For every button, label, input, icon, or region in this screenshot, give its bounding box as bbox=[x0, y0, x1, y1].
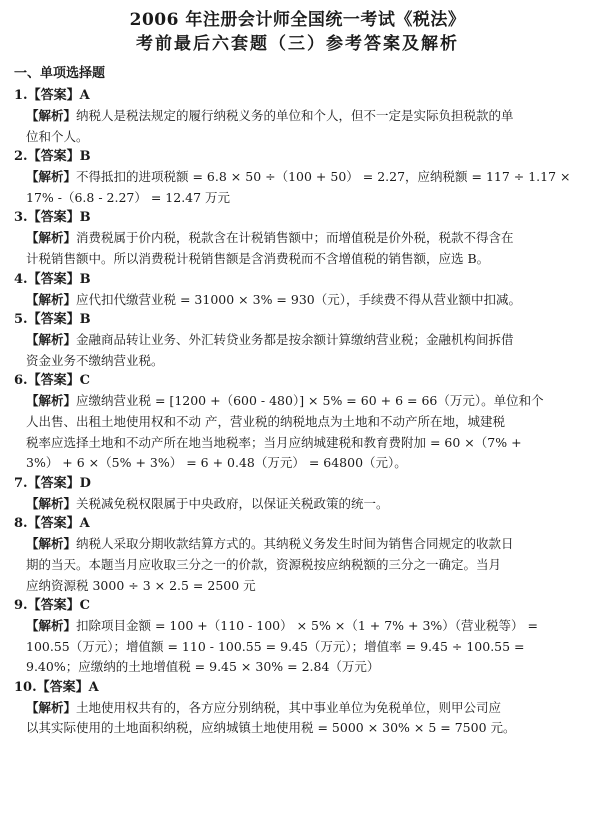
analysis-text: 应缴纳营业税 = [1200 +（600 - 480）] × 5% = 60 + 6 = 66（万元）。单位和个 bbox=[76, 393, 544, 409]
analysis-block bbox=[14, 698, 581, 739]
analysis-label: 【解析】 bbox=[26, 618, 77, 634]
analysis-text: 不得抵扣的进项税额 = 6.8 × 50 ÷（100 + 50） = 2.27，应纳税额 = 117 ÷ 1.17 × bbox=[76, 169, 571, 185]
analysis-line bbox=[26, 534, 581, 555]
analysis-line bbox=[26, 127, 581, 148]
analysis-text: 关税减免税权限属于中央政府，以保证关税政策的统一。 bbox=[76, 495, 389, 511]
document-title: 2006 年注册会计师全国统一考试《税法》 bbox=[129, 10, 466, 30]
analysis-line bbox=[26, 494, 581, 515]
question-item bbox=[14, 678, 581, 739]
analysis-text: 税率应选择土地和不动产所在地当地税率；当月应纳城建税和教育费附加 = 60 ×（7% + bbox=[26, 434, 522, 450]
analysis-text: 9.40%；应缴纳的土地增值税 = 9.45 × 30% = 2.84（万元） bbox=[26, 659, 380, 675]
analysis-line bbox=[26, 188, 581, 209]
answer-line: 6.【答案】C bbox=[14, 373, 90, 389]
question-item bbox=[14, 371, 581, 473]
analysis-label: 【解析】 bbox=[26, 393, 77, 409]
analysis-label: 【解析】 bbox=[26, 291, 77, 307]
analysis-line bbox=[26, 330, 581, 351]
question-item bbox=[14, 270, 581, 311]
analysis-label: 【解析】 bbox=[26, 230, 77, 246]
question-item bbox=[14, 310, 581, 371]
analysis-line bbox=[26, 391, 581, 412]
analysis-line bbox=[26, 412, 581, 433]
analysis-block bbox=[14, 391, 581, 473]
analysis-block bbox=[14, 290, 581, 311]
analysis-label: 【解析】 bbox=[26, 169, 77, 185]
analysis-label: 【解析】 bbox=[26, 536, 77, 552]
answer-line: 10.【答案】A bbox=[14, 679, 99, 695]
analysis-line bbox=[26, 698, 581, 719]
answer-line: 2.【答案】B bbox=[14, 149, 91, 165]
analysis-text: 资金业务不缴纳营业税。 bbox=[26, 352, 164, 368]
analysis-text: 消费税属于价内税，税款含在计税销售额中；而增值税是价外税，税款不得含在 bbox=[76, 230, 514, 246]
analysis-text: 以其实际使用的土地面积纳税，应纳城镇土地使用税 = 5000 × 30% × 5 = 7500 元。 bbox=[26, 720, 516, 736]
analysis-block bbox=[14, 534, 581, 596]
analysis-label: 【解析】 bbox=[26, 495, 77, 511]
analysis-line bbox=[26, 249, 581, 270]
analysis-text: 应纳资源税 3000 ÷ 3 × 2.5 = 2500 元 bbox=[26, 577, 256, 593]
analysis-text: 纳税人采取分期收款结算方式的。其纳税义务发生时间为销售合同规定的收款日 bbox=[76, 536, 514, 552]
analysis-text: 金融商品转让业务、外汇转贷业务都是按余额计算缴纳营业税；金融机构间拆借 bbox=[76, 332, 514, 348]
analysis-text: 3%） + 6 ×（5% + 3%） = 6 + 0.48（万元） = 64800（元）。 bbox=[26, 455, 407, 471]
analysis-line bbox=[26, 657, 581, 678]
answer-line: 4.【答案】B bbox=[14, 271, 91, 287]
question-item bbox=[14, 86, 581, 147]
analysis-line bbox=[26, 453, 581, 474]
analysis-block bbox=[14, 167, 581, 208]
analysis-block bbox=[14, 106, 581, 147]
analysis-block bbox=[14, 616, 581, 678]
analysis-text: 扣除项目金额 = 100 +（110 - 100） × 5% ×（1 + 7% + 3%）（营业税等） = bbox=[76, 618, 538, 634]
analysis-line bbox=[26, 106, 581, 127]
analysis-line bbox=[26, 290, 581, 311]
analysis-line bbox=[26, 637, 581, 658]
analysis-line bbox=[26, 167, 581, 188]
analysis-label: 【解析】 bbox=[26, 699, 77, 715]
analysis-text: 100.55（万元）；增值额 = 110 - 100.55 = 9.45（万元）；增值率 = 9.45 ÷ 100.55 = bbox=[26, 638, 525, 654]
analysis-line bbox=[26, 433, 581, 454]
analysis-text: 应代扣代缴营业税 = 31000 × 3% = 930（元），手续费不得从营业额中扣减。 bbox=[76, 291, 521, 307]
analysis-text: 位和个人。 bbox=[26, 128, 89, 144]
answer-line: 8.【答案】A bbox=[14, 516, 90, 532]
analysis-line bbox=[26, 351, 581, 372]
answer-line: 7.【答案】D bbox=[14, 475, 91, 491]
analysis-text: 纳税人是税法规定的履行纳税义务的单位和个人，但不一定是实际负担税款的单 bbox=[76, 108, 514, 123]
analysis-label: 【解析】 bbox=[26, 332, 77, 348]
answer-line: 1.【答案】A bbox=[14, 88, 90, 103]
analysis-text: 人出售、出租土地使用权和不动 产，营业税的纳税地点为土地和不动产所在地，城建税 bbox=[26, 413, 505, 429]
document-subtitle: 考前最后六套题（三）参考答案及解析 bbox=[136, 34, 459, 54]
answer-line: 5.【答案】B bbox=[14, 312, 91, 328]
analysis-label: 【解析】 bbox=[26, 108, 77, 123]
question-item bbox=[14, 474, 581, 515]
question-item bbox=[14, 596, 581, 678]
analysis-line bbox=[26, 228, 581, 249]
analysis-line bbox=[26, 616, 581, 637]
analysis-line bbox=[26, 555, 581, 576]
analysis-block bbox=[14, 330, 581, 371]
analysis-text: 17% -（6.8 - 2.27） = 12.47 万元 bbox=[26, 189, 231, 205]
analysis-line bbox=[26, 718, 581, 739]
analysis-text: 计税销售额中。所以消费税计税销售额是含消费税而不含增值税的销售额，应选 B。 bbox=[26, 250, 490, 266]
analysis-block bbox=[14, 494, 581, 515]
analysis-line bbox=[26, 576, 581, 597]
question-item bbox=[14, 514, 581, 596]
question-list bbox=[14, 86, 581, 739]
section-heading: 一、单项选择题 bbox=[14, 66, 106, 81]
analysis-block bbox=[14, 228, 581, 269]
question-item bbox=[14, 208, 581, 269]
question-item bbox=[14, 147, 581, 208]
answer-line: 3.【答案】B bbox=[14, 210, 91, 226]
analysis-text: 期的当天。本题当月应收取三分之一的价款，资源税按应纳税额的三分之一确定。当月 bbox=[26, 556, 502, 572]
analysis-text: 土地使用权共有的，各方应分别纳税，其中事业单位为免税单位，则甲公司应 bbox=[76, 699, 502, 715]
answer-line: 9.【答案】C bbox=[14, 598, 90, 614]
